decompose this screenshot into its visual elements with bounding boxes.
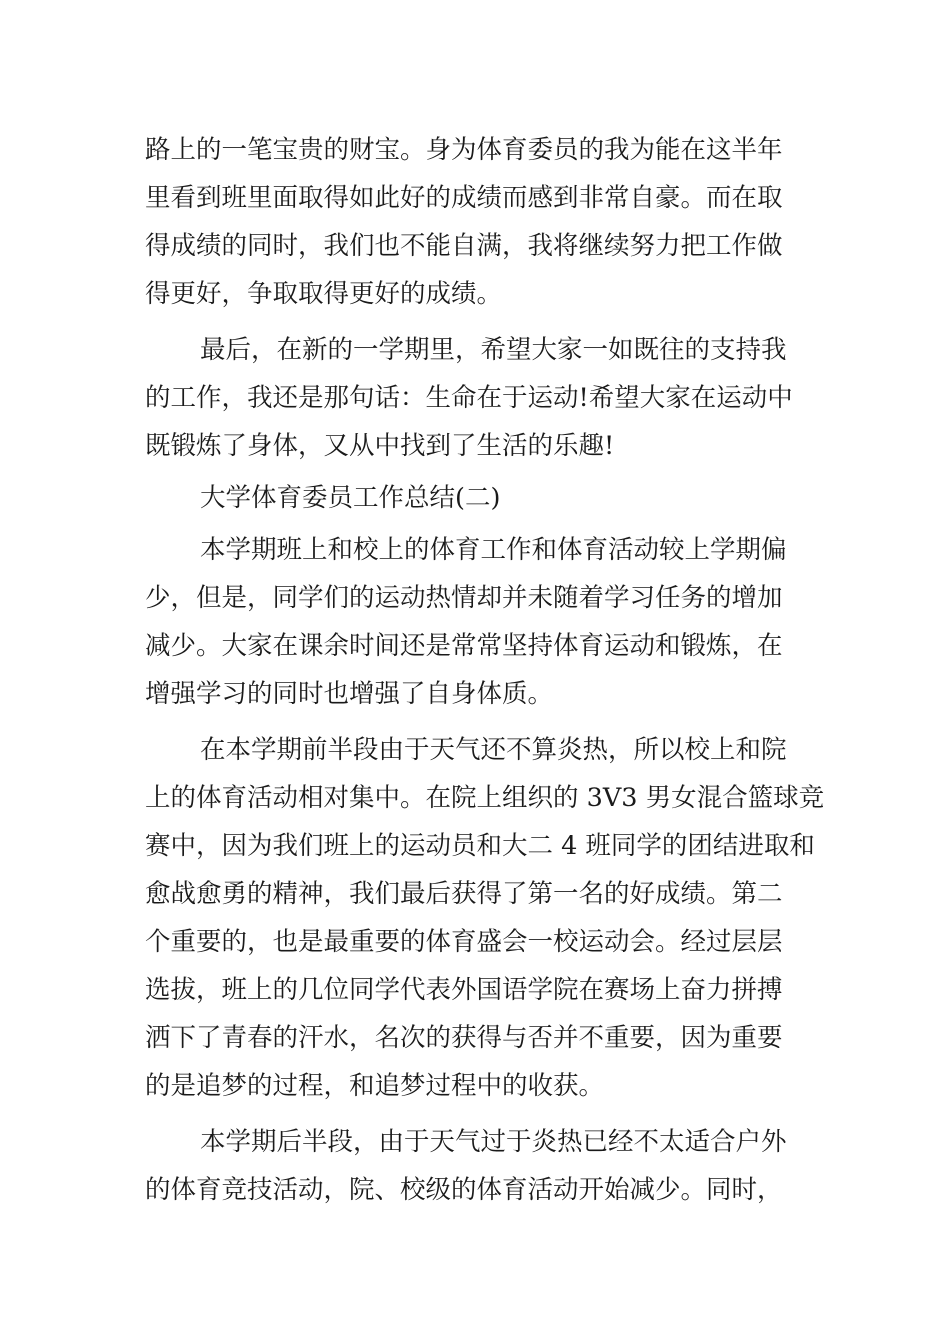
text-line: 的体育竞技活动，院、校级的体育活动开始减少。同时， xyxy=(145,1175,783,1205)
text-line: 得成绩的同时，我们也不能自满，我将继续努力把工作做 xyxy=(145,231,783,261)
text-line: 路上的一笔宝贵的财宝。身为体育委员的我为能在这半年 xyxy=(145,135,783,165)
text-line: 里看到班里面取得如此好的成绩而感到非常自豪。而在取 xyxy=(145,183,783,213)
text-line: 洒下了青春的汗水，名次的获得与否并不重要，因为重要 xyxy=(145,1023,783,1053)
paragraph-first-line: 在本学期前半段由于天气还不算炎热，所以校上和院 xyxy=(200,735,787,765)
text-line: 减少。大家在课余时间还是常常坚持体育运动和锻炼，在 xyxy=(145,631,783,661)
text-line: 愈战愈勇的精神，我们最后获得了第一名的好成绩。第二 xyxy=(145,879,783,909)
text-line: 少，但是，同学们的运动热情却并未随着学习任务的增加 xyxy=(145,583,783,613)
paragraph-first-line: 本学期班上和校上的体育工作和体育活动较上学期偏 xyxy=(200,535,787,565)
paragraph-first-line: 最后，在新的一学期里，希望大家一如既往的支持我 xyxy=(200,335,787,365)
text-line: 选拔，班上的几位同学代表外国语学院在赛场上奋力拼搏 xyxy=(145,975,783,1005)
text-line: 既锻炼了身体，又从中找到了生活的乐趣! xyxy=(145,431,615,461)
text-line: 的是追梦的过程，和追梦过程中的收获。 xyxy=(145,1071,605,1101)
section-heading: 大学体育委员工作总结(二) xyxy=(200,483,501,513)
text-line: 得更好，争取取得更好的成绩。 xyxy=(145,279,503,309)
text-line: 个重要的，也是最重要的体育盛会一校运动会。经过层层 xyxy=(145,927,783,957)
paragraph-first-line: 本学期后半段，由于天气过于炎热已经不太适合户外 xyxy=(200,1127,787,1157)
text-line: 上的体育活动相对集中。在院上组织的 3V3 男女混合篮球竞 xyxy=(145,783,825,813)
text-line: 赛中，因为我们班上的运动员和大二 4 班同学的团结进取和 xyxy=(145,831,815,861)
text-line: 的工作，我还是那句话：生命在于运动!希望大家在运动中 xyxy=(145,383,793,413)
text-line: 增强学习的同时也增强了自身体质。 xyxy=(145,679,554,709)
